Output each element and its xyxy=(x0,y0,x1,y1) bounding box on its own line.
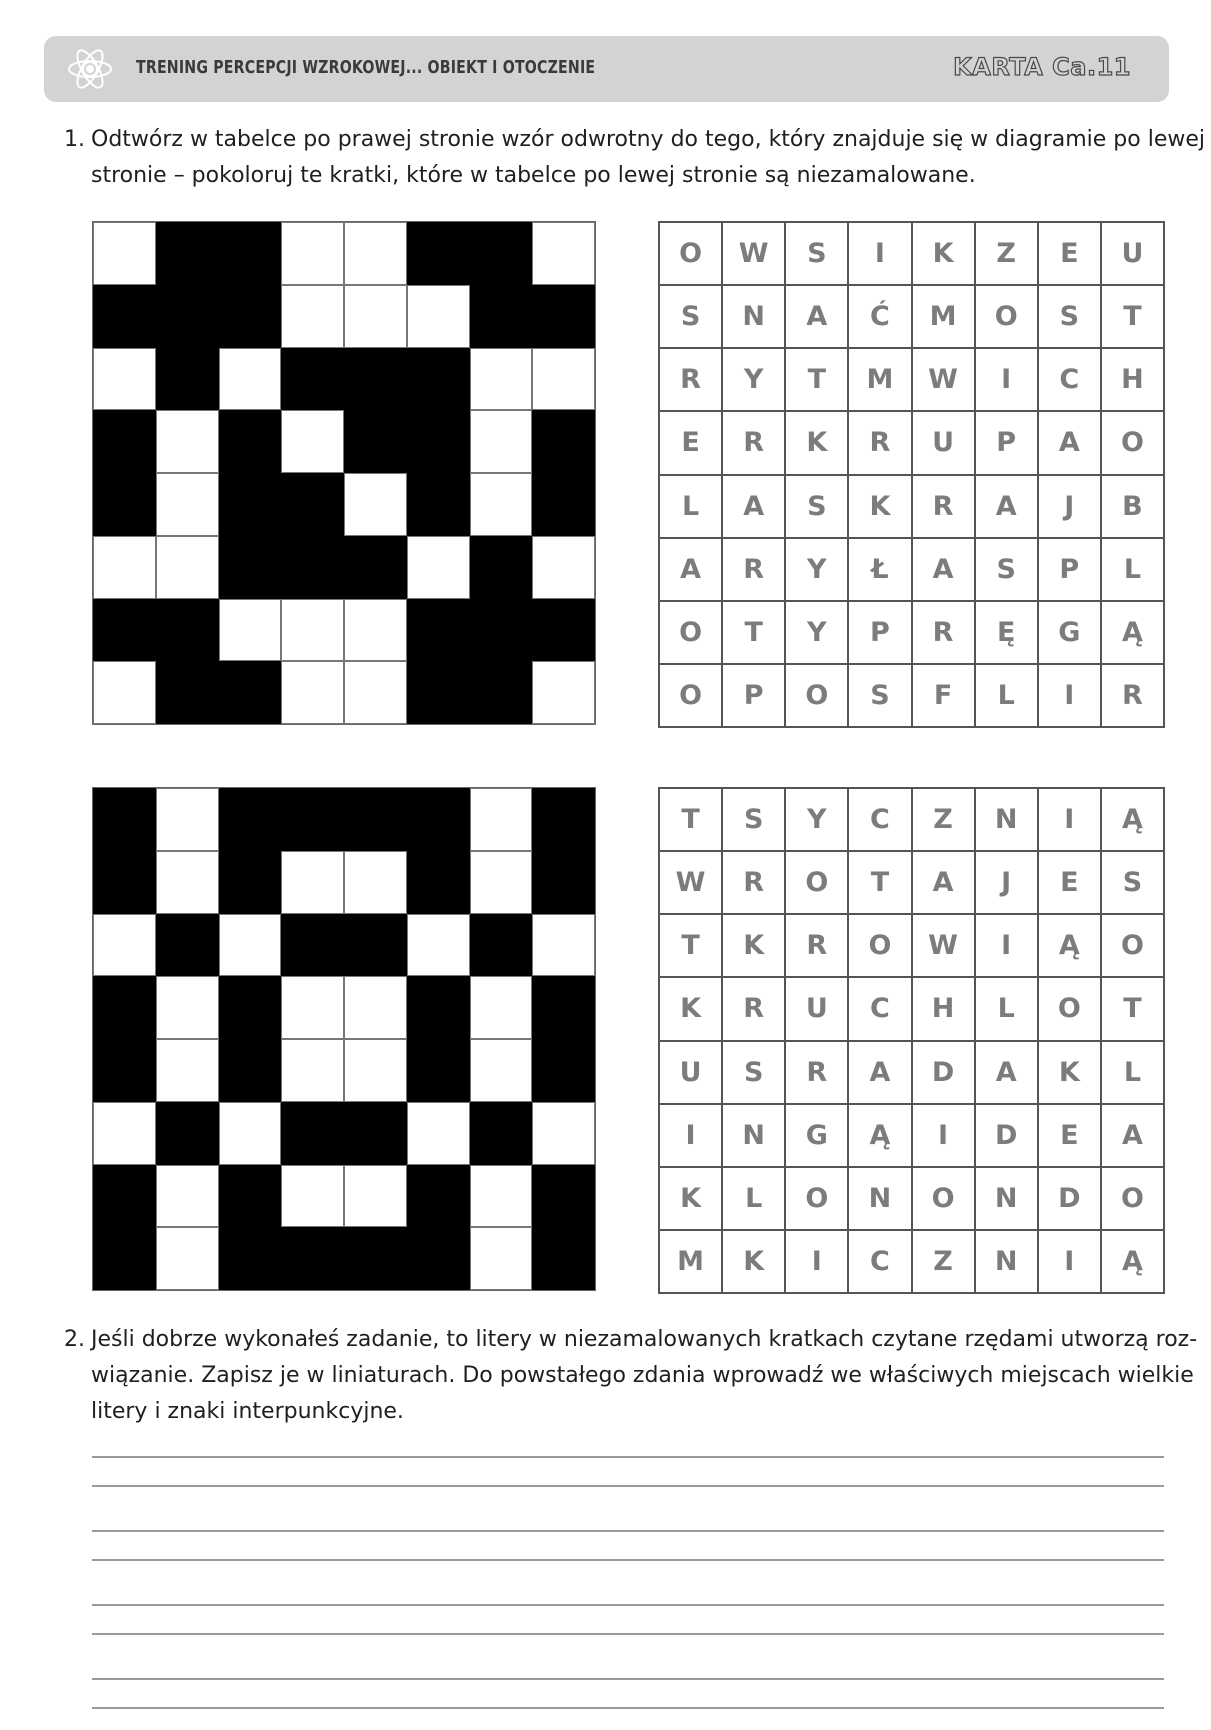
empty-cell xyxy=(407,285,470,348)
letter-cell[interactable]: O xyxy=(659,601,722,664)
task-1-line-2: stronie – pokoloruj te kratki, które w tabelce po lewej stronie są niezamalowane. xyxy=(91,163,976,188)
letter-cell[interactable]: Y xyxy=(722,348,785,411)
empty-cell xyxy=(93,1102,156,1165)
filled-cell xyxy=(407,788,470,851)
letter-cell[interactable]: I xyxy=(848,222,911,285)
empty-cell xyxy=(344,285,407,348)
empty-cell xyxy=(93,222,156,285)
filled-cell xyxy=(93,1227,156,1290)
letter-cell[interactable]: Ć xyxy=(848,285,911,348)
letter-cell[interactable]: D xyxy=(912,1041,975,1104)
letter-cell[interactable]: U xyxy=(785,977,848,1040)
filled-cell xyxy=(156,1102,219,1165)
empty-cell xyxy=(532,914,595,977)
letter-cell[interactable]: K xyxy=(659,1167,722,1230)
letter-cell[interactable]: R xyxy=(1101,664,1164,727)
atom-logo-icon xyxy=(66,45,114,93)
filled-cell xyxy=(281,914,344,977)
empty-cell xyxy=(281,661,344,724)
empty-cell xyxy=(156,1227,219,1290)
letter-cell[interactable]: S xyxy=(722,788,785,851)
filled-cell xyxy=(407,599,470,662)
letter-cell[interactable]: K xyxy=(912,222,975,285)
letter-cell[interactable]: L xyxy=(1101,1041,1164,1104)
empty-cell xyxy=(156,410,219,473)
empty-cell xyxy=(344,976,407,1039)
letter-cell[interactable]: Ą xyxy=(1101,601,1164,664)
letter-cell[interactable]: R xyxy=(722,538,785,601)
letter-cell[interactable]: E xyxy=(1038,222,1101,285)
empty-cell xyxy=(344,851,407,914)
letter-cell[interactable]: I xyxy=(659,1104,722,1167)
filled-cell xyxy=(344,348,407,411)
task-1-line-1: Odtwórz w tabelce po prawej stronie wzór odwrotny do tego, który znajduje się w diagramie po lewej xyxy=(91,127,1205,152)
filled-cell xyxy=(219,976,282,1039)
letter-cell[interactable]: W xyxy=(659,851,722,914)
filled-cell xyxy=(407,1227,470,1290)
letter-cell[interactable]: L xyxy=(659,475,722,538)
task-2-line-3: litery i znaki interpunkcyjne. xyxy=(91,1399,404,1424)
letter-cell[interactable]: I xyxy=(1038,1230,1101,1293)
letter-cell[interactable]: A xyxy=(1038,411,1101,474)
filled-cell xyxy=(344,536,407,599)
letter-cell[interactable]: Ą xyxy=(1038,914,1101,977)
filled-cell xyxy=(281,348,344,411)
letter-cell[interactable]: H xyxy=(1101,348,1164,411)
letter-cell[interactable]: T xyxy=(722,601,785,664)
filled-cell xyxy=(470,661,533,724)
empty-cell xyxy=(156,1039,219,1102)
letter-cell[interactable]: R xyxy=(912,475,975,538)
filled-cell xyxy=(532,1227,595,1290)
letter-grid-2 xyxy=(658,787,1165,1294)
letter-cell[interactable]: K xyxy=(1038,1041,1101,1104)
letter-cell[interactable]: S xyxy=(1038,285,1101,348)
filled-cell xyxy=(470,1102,533,1165)
filled-cell xyxy=(532,473,595,536)
letter-cell[interactable]: A xyxy=(1101,1104,1164,1167)
filled-cell xyxy=(407,851,470,914)
letter-cell[interactable]: Z xyxy=(975,222,1038,285)
filled-cell xyxy=(219,1227,282,1290)
letter-cell[interactable]: N xyxy=(975,788,1038,851)
letter-cell[interactable]: D xyxy=(1038,1167,1101,1230)
letter-cell[interactable]: O xyxy=(848,914,911,977)
letter-cell[interactable]: M xyxy=(848,348,911,411)
letter-cell[interactable]: P xyxy=(975,411,1038,474)
letter-cell[interactable]: R xyxy=(785,914,848,977)
filled-cell xyxy=(93,410,156,473)
letter-cell[interactable]: O xyxy=(659,664,722,727)
letter-cell[interactable]: C xyxy=(848,1230,911,1293)
empty-cell xyxy=(156,851,219,914)
filled-cell xyxy=(344,914,407,977)
task-2-line-1: Jeśli dobrze wykonałeś zadanie, to litery w niezamalowanych kratkach czytane rzędami utworzą roz- xyxy=(91,1327,1198,1352)
filled-cell xyxy=(281,473,344,536)
letter-cell[interactable]: C xyxy=(1038,348,1101,411)
empty-cell xyxy=(470,1165,533,1228)
empty-cell xyxy=(93,661,156,724)
letter-cell[interactable]: P xyxy=(1038,538,1101,601)
empty-cell xyxy=(532,661,595,724)
letter-cell[interactable]: G xyxy=(1038,601,1101,664)
filled-cell xyxy=(281,1227,344,1290)
filled-cell xyxy=(93,976,156,1039)
filled-cell xyxy=(93,1039,156,1102)
letter-cell[interactable]: T xyxy=(785,348,848,411)
writing-line[interactable] xyxy=(92,1678,1164,1680)
empty-cell xyxy=(281,410,344,473)
filled-cell xyxy=(156,222,219,285)
letter-cell[interactable]: S xyxy=(975,538,1038,601)
writing-line[interactable] xyxy=(92,1559,1164,1561)
card-number: KARTA Ca.11 xyxy=(953,53,1131,81)
letter-cell[interactable]: K xyxy=(785,411,848,474)
letter-cell[interactable]: W xyxy=(912,914,975,977)
letter-cell[interactable]: C xyxy=(848,977,911,1040)
filled-cell xyxy=(219,222,282,285)
filled-cell xyxy=(156,348,219,411)
task-2-line-2: wiązanie. Zapisz je w liniaturach. Do powstałego zdania wprowadź we właściwych miejscach wielkie xyxy=(91,1363,1194,1388)
letter-cell[interactable]: S xyxy=(785,222,848,285)
empty-cell xyxy=(93,536,156,599)
letter-cell[interactable]: R xyxy=(912,601,975,664)
letter-cell[interactable]: S xyxy=(722,1041,785,1104)
letter-cell[interactable]: Ą xyxy=(848,1104,911,1167)
letter-cell[interactable]: R xyxy=(785,1041,848,1104)
empty-cell xyxy=(470,851,533,914)
letter-cell[interactable]: A xyxy=(848,1041,911,1104)
empty-cell xyxy=(281,599,344,662)
empty-cell xyxy=(407,914,470,977)
letter-cell[interactable]: S xyxy=(785,475,848,538)
filled-cell xyxy=(532,1039,595,1102)
letter-cell[interactable]: T xyxy=(659,914,722,977)
letter-cell[interactable]: Ę xyxy=(975,601,1038,664)
empty-cell xyxy=(156,1165,219,1228)
writing-line[interactable] xyxy=(92,1633,1164,1635)
letter-cell[interactable]: L xyxy=(1101,538,1164,601)
writing-line[interactable] xyxy=(92,1456,1164,1458)
letter-cell[interactable]: O xyxy=(912,1167,975,1230)
letter-cell[interactable]: E xyxy=(1038,1104,1101,1167)
filled-cell xyxy=(407,410,470,473)
letter-cell[interactable]: O xyxy=(785,664,848,727)
header-bar xyxy=(44,36,1169,102)
empty-cell xyxy=(156,976,219,1039)
letter-cell[interactable]: L xyxy=(722,1167,785,1230)
empty-cell xyxy=(219,599,282,662)
filled-cell xyxy=(219,788,282,851)
letter-cell[interactable]: M xyxy=(659,1230,722,1293)
letter-cell[interactable]: B xyxy=(1101,475,1164,538)
letter-cell[interactable]: O xyxy=(975,285,1038,348)
letter-cell[interactable]: E xyxy=(659,411,722,474)
filled-cell xyxy=(93,285,156,348)
letter-cell[interactable]: K xyxy=(848,475,911,538)
letter-cell[interactable]: Y xyxy=(785,788,848,851)
letter-cell[interactable]: M xyxy=(912,285,975,348)
pattern-grid-2 xyxy=(92,787,596,1291)
pattern-grid-1 xyxy=(92,221,596,725)
empty-cell xyxy=(156,536,219,599)
writing-line[interactable] xyxy=(92,1485,1164,1487)
filled-cell xyxy=(344,410,407,473)
filled-cell xyxy=(219,410,282,473)
empty-cell xyxy=(281,1165,344,1228)
filled-cell xyxy=(344,788,407,851)
letter-cell[interactable]: O xyxy=(785,1167,848,1230)
letter-cell[interactable]: S xyxy=(1101,851,1164,914)
letter-cell[interactable]: R xyxy=(722,411,785,474)
letter-cell[interactable]: P xyxy=(722,664,785,727)
filled-cell xyxy=(156,599,219,662)
filled-cell xyxy=(532,599,595,662)
letter-cell[interactable]: G xyxy=(785,1104,848,1167)
empty-cell xyxy=(344,661,407,724)
letter-cell[interactable]: O xyxy=(1038,977,1101,1040)
letter-cell[interactable]: D xyxy=(975,1104,1038,1167)
letter-cell[interactable]: U xyxy=(912,411,975,474)
letter-cell[interactable]: P xyxy=(848,601,911,664)
empty-cell xyxy=(93,348,156,411)
letter-cell[interactable]: O xyxy=(1101,1167,1164,1230)
empty-cell xyxy=(219,914,282,977)
empty-cell xyxy=(156,473,219,536)
filled-cell xyxy=(407,473,470,536)
filled-cell xyxy=(219,536,282,599)
empty-cell xyxy=(93,914,156,977)
filled-cell xyxy=(93,851,156,914)
empty-cell xyxy=(532,1102,595,1165)
letter-cell[interactable]: Ł xyxy=(848,538,911,601)
letter-cell[interactable]: Z xyxy=(912,1230,975,1293)
empty-cell xyxy=(470,348,533,411)
letter-cell[interactable]: K xyxy=(659,977,722,1040)
task-1-number: 1. xyxy=(64,127,85,152)
letter-cell[interactable]: Z xyxy=(912,788,975,851)
letter-cell[interactable]: T xyxy=(1101,285,1164,348)
letter-cell[interactable]: N xyxy=(975,1167,1038,1230)
filled-cell xyxy=(281,1102,344,1165)
filled-cell xyxy=(407,976,470,1039)
writing-line[interactable] xyxy=(92,1707,1164,1709)
letter-cell[interactable]: Ą xyxy=(1101,1230,1164,1293)
letter-cell[interactable]: W xyxy=(722,222,785,285)
empty-cell xyxy=(344,599,407,662)
letter-cell[interactable]: Y xyxy=(785,538,848,601)
letter-cell[interactable]: R xyxy=(848,411,911,474)
filled-cell xyxy=(407,1165,470,1228)
letter-cell[interactable]: O xyxy=(1101,914,1164,977)
empty-cell xyxy=(219,1102,282,1165)
filled-cell xyxy=(470,536,533,599)
letter-cell[interactable]: K xyxy=(722,914,785,977)
letter-cell[interactable]: L xyxy=(975,977,1038,1040)
empty-cell xyxy=(470,1227,533,1290)
letter-cell[interactable]: J xyxy=(1038,475,1101,538)
filled-cell xyxy=(344,1227,407,1290)
letter-cell[interactable]: W xyxy=(912,348,975,411)
letter-cell[interactable]: F xyxy=(912,664,975,727)
filled-cell xyxy=(407,661,470,724)
filled-cell xyxy=(407,1039,470,1102)
letter-cell[interactable]: Ą xyxy=(1101,788,1164,851)
filled-cell xyxy=(93,1165,156,1228)
filled-cell xyxy=(532,851,595,914)
empty-cell xyxy=(219,348,282,411)
task-2-number: 2. xyxy=(64,1327,85,1352)
letter-cell[interactable]: R xyxy=(659,348,722,411)
filled-cell xyxy=(470,222,533,285)
letter-cell[interactable]: A xyxy=(785,285,848,348)
filled-cell xyxy=(281,536,344,599)
letter-cell[interactable]: I xyxy=(785,1230,848,1293)
letter-cell[interactable]: J xyxy=(975,851,1038,914)
filled-cell xyxy=(156,914,219,977)
header-title: TRENING PERCEPCJI WZROKOWEJ... OBIEKT I OTOCZENIE xyxy=(136,58,596,78)
filled-cell xyxy=(219,285,282,348)
filled-cell xyxy=(407,348,470,411)
empty-cell xyxy=(407,536,470,599)
letter-cell[interactable]: K xyxy=(722,1230,785,1293)
empty-cell xyxy=(532,348,595,411)
filled-cell xyxy=(532,1165,595,1228)
filled-cell xyxy=(219,661,282,724)
letter-cell[interactable]: U xyxy=(1101,222,1164,285)
empty-cell xyxy=(470,788,533,851)
filled-cell xyxy=(532,285,595,348)
filled-cell xyxy=(219,1165,282,1228)
empty-cell xyxy=(470,473,533,536)
filled-cell xyxy=(219,1039,282,1102)
empty-cell xyxy=(281,976,344,1039)
empty-cell xyxy=(532,536,595,599)
letter-cell[interactable]: E xyxy=(1038,851,1101,914)
empty-cell xyxy=(407,1102,470,1165)
filled-cell xyxy=(532,410,595,473)
letter-grid-1 xyxy=(658,221,1165,728)
filled-cell xyxy=(532,976,595,1039)
filled-cell xyxy=(219,473,282,536)
letter-cell[interactable]: S xyxy=(848,664,911,727)
letter-cell[interactable]: A xyxy=(722,475,785,538)
writing-line[interactable] xyxy=(92,1530,1164,1532)
letter-cell[interactable]: A xyxy=(912,851,975,914)
letter-cell[interactable]: Y xyxy=(785,601,848,664)
letter-cell[interactable]: I xyxy=(1038,664,1101,727)
letter-cell[interactable]: R xyxy=(722,851,785,914)
letter-cell[interactable]: N xyxy=(722,285,785,348)
empty-cell xyxy=(532,222,595,285)
letter-cell[interactable]: U xyxy=(659,1041,722,1104)
letter-cell[interactable]: A xyxy=(912,538,975,601)
empty-cell xyxy=(344,222,407,285)
letter-cell[interactable]: T xyxy=(659,788,722,851)
letter-cell[interactable]: N xyxy=(975,1230,1038,1293)
empty-cell xyxy=(156,788,219,851)
letter-cell[interactable]: O xyxy=(659,222,722,285)
empty-cell xyxy=(344,1039,407,1102)
letter-cell[interactable]: I xyxy=(912,1104,975,1167)
filled-cell xyxy=(470,285,533,348)
filled-cell xyxy=(281,788,344,851)
letter-cell[interactable]: C xyxy=(848,788,911,851)
letter-cell[interactable]: A xyxy=(975,475,1038,538)
filled-cell xyxy=(93,599,156,662)
letter-cell[interactable]: I xyxy=(975,348,1038,411)
letter-cell[interactable]: I xyxy=(975,914,1038,977)
letter-cell[interactable]: O xyxy=(785,851,848,914)
letter-cell[interactable]: N xyxy=(722,1104,785,1167)
letter-cell[interactable]: A xyxy=(659,538,722,601)
empty-cell xyxy=(470,976,533,1039)
filled-cell xyxy=(344,1102,407,1165)
letter-cell[interactable]: S xyxy=(659,285,722,348)
letter-cell[interactable]: T xyxy=(848,851,911,914)
empty-cell xyxy=(344,473,407,536)
filled-cell xyxy=(407,222,470,285)
filled-cell xyxy=(470,599,533,662)
filled-cell xyxy=(532,788,595,851)
filled-cell xyxy=(93,788,156,851)
writing-line[interactable] xyxy=(92,1604,1164,1606)
empty-cell xyxy=(281,1039,344,1102)
empty-cell xyxy=(470,1039,533,1102)
letter-cell[interactable]: N xyxy=(848,1167,911,1230)
empty-cell xyxy=(281,285,344,348)
empty-cell xyxy=(281,222,344,285)
letter-cell[interactable]: A xyxy=(975,1041,1038,1104)
letter-cell[interactable]: L xyxy=(975,664,1038,727)
empty-cell xyxy=(344,1165,407,1228)
filled-cell xyxy=(156,661,219,724)
filled-cell xyxy=(219,851,282,914)
filled-cell xyxy=(156,285,219,348)
letter-cell[interactable]: R xyxy=(722,977,785,1040)
filled-cell xyxy=(93,473,156,536)
letter-cell[interactable]: H xyxy=(912,977,975,1040)
letter-cell[interactable]: O xyxy=(1101,411,1164,474)
filled-cell xyxy=(470,914,533,977)
letter-cell[interactable]: T xyxy=(1101,977,1164,1040)
empty-cell xyxy=(281,851,344,914)
letter-cell[interactable]: I xyxy=(1038,788,1101,851)
empty-cell xyxy=(470,410,533,473)
